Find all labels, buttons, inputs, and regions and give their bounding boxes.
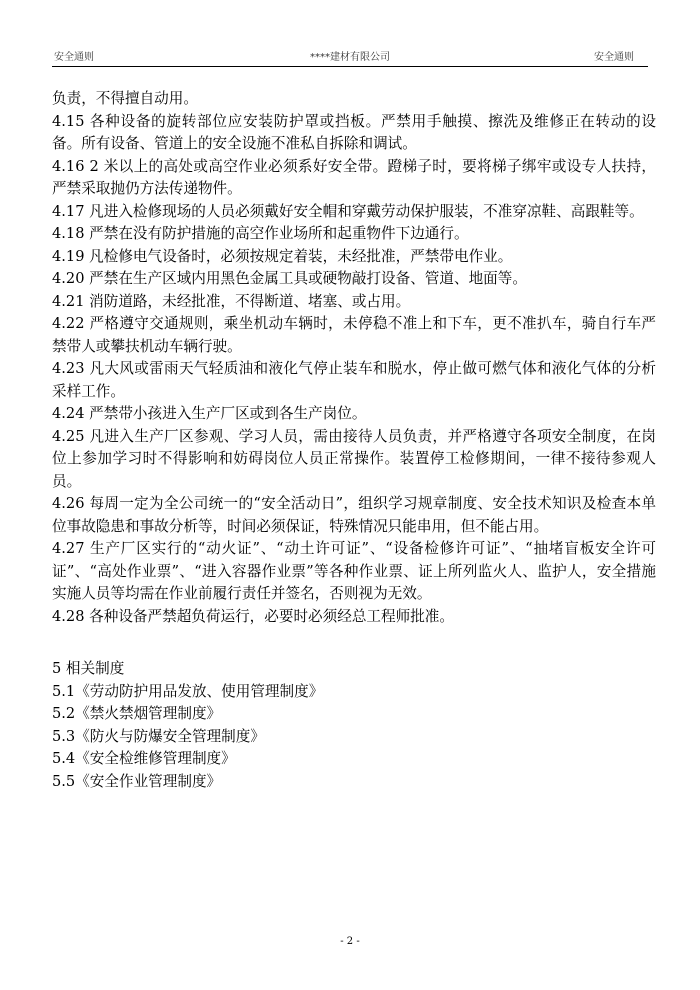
paragraph-4-16: 4.16 2 米以上的高处或高空作业必须系好安全带。蹬梯子时，要将梯子绑牢或设专人扶持，严禁采取抛仍方法传递物件。: [52, 157, 656, 197]
related-policy-item: 5.4《安全检维修管理制度》: [52, 750, 236, 767]
related-policy-item: 5.1《劳动防护用品发放、使用管理制度》: [52, 682, 324, 700]
paragraph-4-26: 4.26 每周一定为全公司统一的“安全活动日”，组织学习规章制度、安全技术知识及检查本单位事故隐患和事故分析等，时间必须保证，特殊情况只能串用，但不能占用。: [52, 495, 656, 535]
header-company-name: ****建材有限公司: [310, 52, 390, 63]
related-policy-item: 5.5《安全作业管理制度》: [52, 772, 222, 790]
paragraph-4-21: 4.21 消防道路，未经批准，不得断道、堵塞、或占用。: [52, 292, 411, 310]
paragraph-4-17: 4.17 凡进入检修现场的人员必须戴好安全帽和穿戴劳动保护服装，不准穿凉鞋、高跟鞋等。: [52, 202, 644, 220]
page-number: - 2 -: [340, 936, 360, 947]
section-title: 5 相关制度: [52, 660, 125, 677]
paragraph-4-25: 4.25 凡进入生产厂区参观、学习人员，需由接待人员负责，并严格遵守各项安全制度，在岗位上参加学习时不得影响和妨碍岗位人员正常操作。装置停工检修期间，一律不接待参观人员。: [52, 427, 656, 490]
paragraph-4-18: 4.18 严禁在没有防护措施的高空作业场所和起重物件下边通行。: [52, 225, 469, 242]
paragraph-4-20: 4.20 严禁在生产区域内用黑色金属工具或硬物敲打设备、管道、地面等。: [52, 270, 527, 287]
paragraph-4-28: 4.28 各种设备严禁超负荷运行，必要时必须经总工程师批准。: [52, 607, 454, 625]
paragraph-4-23: 4.23 凡大风或雷雨天气轻质油和液化气停止装车和脱水，停止做可燃气体和液化气体的分析采样工作。: [52, 360, 656, 400]
paragraph-4-24: 4.24 严禁带小孩进入生产厂区或到各生产岗位。: [52, 405, 367, 422]
paragraph-continuation: 负责，不得擅自动用。: [52, 90, 198, 107]
header-left-text: 安全通则: [54, 52, 94, 63]
paragraph-4-27: 4.27 生产厂区实行的“动火证”、“动土许可证”、“设备检修许可证”、“抽堵盲板安全许可证”、“高处作业票”、“进入容器作业票”等各种作业票、证上所列监火人、监护人，安全措施实施人员等均需在作业前履行责任并签名，否则视为无效。: [52, 540, 656, 602]
section-spacer: [52, 628, 656, 658]
related-policy-item: 5.3《防火与防爆安全管理制度》: [52, 727, 265, 745]
related-policy-item: 5.2《禁火禁烟管理制度》: [52, 705, 222, 722]
page-header: [52, 48, 648, 67]
paragraph-4-15: 4.15 各种设备的旋转部位应安装防护罩或挡板。严禁用手触摸、擦洗及维修正在转动的设备。所有设备、管道上的安全设施不准私自拆除和调试。: [52, 112, 656, 152]
document-body: [52, 88, 656, 793]
paragraph-4-22: 4.22 严格遵守交通规则，乘坐机动车辆时，未停稳不准上和下车，更不准扒车，骑自行车严禁带人或攀扶机动车辆行驶。: [52, 315, 656, 355]
paragraph-4-19: 4.19 凡检修电气设备时，必须按规定着装，未经批准，严禁带电作业。: [52, 247, 513, 265]
header-right-text: 安全通则: [594, 52, 634, 63]
